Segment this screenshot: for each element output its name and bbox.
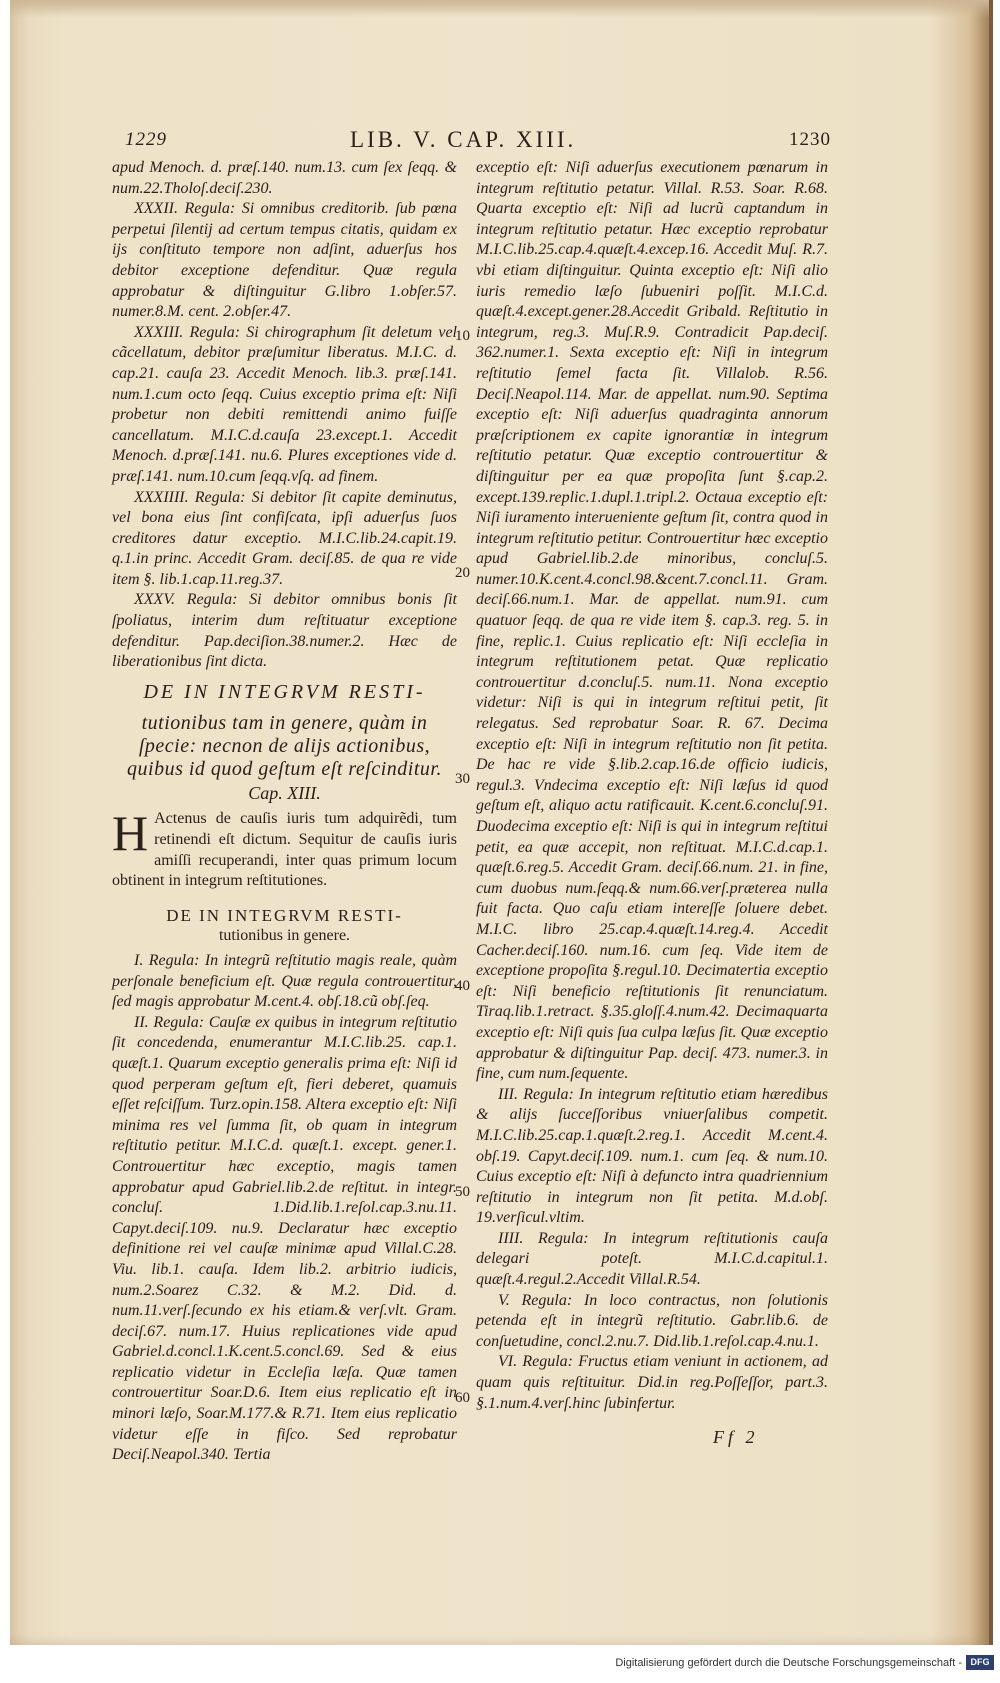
- chapter-intro: [112, 805, 457, 891]
- intro-text: Actenus de cauſis iuris tum adquirẽdi, tum retinendi eſt dictum. Sequitur de cauſis iuris amiſſi recuperandi, inter quas primum locum obtinent in integrum reſtitutiones.: [112, 810, 457, 890]
- page-top-edge: [10, 0, 989, 18]
- funding-credit: Digitalisierung gefördert durch die Deutsche Forschungsgemeinschaft -: [615, 1657, 962, 1669]
- line-number: 30: [455, 771, 470, 787]
- chapter-label: Cap. XIII.: [248, 782, 321, 803]
- right-paragraph: exceptio eſt: Niſi aduerſus executionem pœnarum in integrum reſtitutio petatur. Villal. R.53. Soar. R.68. Quarta exceptio eſt: Niſi ad lucrũ captandum in integrum reſtitutio petatur. Hæc exceptio reprobatur M.I.C.lib.25.cap.4.quæſt.4.excep.16. Accedit Muſ. R.7. vbi etiam diſtinguitur. Quinta exceptio eſt: Niſi alio iuris remedio læſo ſubueniri poſſit. M.I.C.d. quæſt.4.except.gener.28.Accedit Gribald. Reſtitutio in integrum, reg.3. Muſ.R.9. Contradicit Pap.deciſ. 362.numer.1. Sexta exceptio eſt: Niſi in integrum reſtitutio ſemel facta ſit. Villalob. R.56. Deciſ.Neapol.114. Mar. de appellat. num.90. Septima exceptio eſt: Niſi aduerſus quadraginta annorum præſcriptionem ex capite ignorantiæ in integrum reſtitutio petatur. Quæ exceptio controuertitur & diſtinguitur per ea quæ propoſita ſunt §.cap.2. except.139.replic.1.dupl.1.tripl.2. Octaua exceptio eſt: Niſi iuramento interueniente geſtum ſit, contra quod in integrum reſtitutio petitur. Controuertitur hæc exceptio apud Gabriel.lib.2.de minoribus, concluſ.5. numer.10.K.cent.4.concl.98.&cent.7.concl.11. Gram. deciſ.66.num.1. Mar. de appellat. num.91. cum quatuor ſeqq. de qua re vide item §. cap.3. reg. 5. in fine, replic.1. Cuius replicatio eſt: Niſi eccleſia in integrum reſtitutionem petat. Quæ replicatio controuertitur d.concluſ.5. num.11. Nona exceptio videtur: Niſi is qui in integrum reſtitui petit, ſit relegatus. Sed reprobatur Soar. R. 67. Decima exceptio eſt: Niſi in integrum reſtitutio non ſit petita. De hac re vide §.lib.2.cap.16.de officio iudicis, regul.3. Vndecima exceptio eſt: Niſi læſus id quod geſtum eſt, aliquo actu ratificauit. K.cent.6.concluſ.91. Duodecima exceptio eſt: Niſi is qui in integrum reſtitui petit, ea quæ accepit, non reſtituat. M.I.C.d.cap.1. quæſt.6.reg.5. Accedit Gram. deciſ.66.num. 21. in fine, cum duobus num.ſeqq.& num.66.verſ.præterea nulla fuit facta. Quo caſu etiam intereſſe ſoluere debet. M.I.C. libro 25.cap.4.quæſt.14.reg.4. Accedit Cacher.deciſ.160. num.16. cum ſeq. Vide item de exceptione propoſita §.regul.10. Decimatertia exceptio eſt: Niſi beneficio reſtitutionis ſit renunciatum. Tiraq.lib.1.retract. §.35.gloſſ.4.num.42. Decimaquarta exceptio eſt: Niſi quis ſua culpa læſus ſit. Quæ exceptio approbatur & diſtinguitur Pap. deciſ. 473. numer.3. in fine, cum num.ſequente.: [476, 159, 828, 1083]
- signature-mark: Ff 2: [713, 1427, 759, 1447]
- drop-cap-initial: H: [112, 805, 149, 862]
- chapter-heading-line-2: tutionibus tam in genere, quàm in ſpecie: necnon de alijs actionibus, quibus id quod geſtum eſt reſcinditur.: [127, 711, 442, 780]
- line-number: 10: [455, 328, 470, 344]
- left-paragraph: XXXIIII. Regula: Si debitor ſit capite deminutus, vel bona eius ſint confiſcata, ipſi aduerſus ſuos creditores datur exceptio. M.I.C.lib.24.capit.19. q.1.in princ. Accedit Gram. deciſ.85. de qua re vide item §. lib.1.cap.11.reg.37.: [112, 488, 457, 588]
- rule-paragraph: II. Regula: Cauſæ ex quibus in integrum reſtitutio ſit concedenda, enumerantur M.I.C.lib.25. cap.1. quæſt.1. Quarum exceptio generalis prima eſt: Niſi id quod perperam geſtum eſt, fieri deberet, quamuis eſſet reſciſſum. Turz.opin.158. Altera exceptio eſt: Niſi minima res vel ſumma ſit, ob quam in integrum reſtitutio petitur. M.I.C.d. quæſt.1. except. gener.1. Controuertitur hæc exceptio, magis tamen approbatur apud Gabriel.lib.2.de reſtitut. in integr. concluſ. 1.Did.lib.1.reſol.cap.3.nu.11. Capyt.deciſ.109. nu.9. Declaratur hæc exceptio definitione rei vel cauſæ minimæ apud Villal.C.28. Viu. lib.1. cauſa. Idem lib.2. arbitrio iudicis, num.2.Soarez C.32. & M.2. Did. d. num.11.verſ.ſecundo ex his etiam.& verſ.vlt. Gram. deciſ.67. num.17. Huius replicationes vide apud Gabriel.d.concl.1.K.cent.5.concl.69. Sed & eius replicatio videtur in Eccleſia læſa. Quæ tamen controuertitur Soar.D.6. Item eius replicatio eſt in minori læſo, Soar.M.177.& R.71. Item eius replicatio videtur eſſe in fiſco. Sed reprobatur Deciſ.Neapol.340. Tertia: [112, 1013, 457, 1464]
- rule-paragraph: I. Regula: In integrũ reſtitutio magis reale, quàm perſonale beneficium eſt. Quæ regula controuertitur, ſed magis approbatur M.cent.4. obſ.18.cũ obſ.ſeq.: [112, 952, 457, 1011]
- running-title: LIB. V. CAP. XIII.: [350, 127, 577, 152]
- digitization-footer: [0, 1645, 1000, 1683]
- left-paragraph: XXXV. Regula: Si debitor omnibus bonis ſit ſpoliatus, interim dum reſtituatur exceptione defenditur. Pap.deciſion.38.numer.2. Hæc de liberationibus ſint dicta.: [112, 591, 457, 671]
- line-number: 40: [455, 978, 470, 994]
- line-number: 60: [455, 1390, 470, 1406]
- right-column: [476, 158, 828, 1414]
- right-paragraph: V. Regula: In loco contractus, non ſolutionis petenda eſt in integrũ reſtitutio. Gabr.lib.6. de conſuetudine, concl.2.nu.7. Did.lib.1.reſol.cap.4.nu.1.: [476, 1291, 828, 1350]
- dfg-logo-icon: DFG: [966, 1655, 994, 1670]
- left-column: [112, 158, 457, 1466]
- left-paragraph: apud Menoch. d. præſ.140. num.13. cum ſex ſeqq. & num.22.Tholoſ.deciſ.230.: [112, 159, 457, 197]
- section-heading: DE IN INTEGRVM RESTI-: [166, 905, 403, 925]
- line-number: 20: [455, 565, 470, 581]
- page-number-right: 1230: [789, 129, 831, 150]
- line-number: 50: [455, 1184, 470, 1200]
- chapter-heading-line-1: DE IN INTEGRVM RESTI-: [143, 680, 426, 703]
- section-subheading: tutionibus in genere.: [218, 927, 351, 945]
- left-paragraph: XXXIII. Regula: Si chirographum ſit deletum vel cãcellatum, debitor præſumitur liberatus. M.I.C. d. cap.21. cauſa 23. Accedit Menoch. lib.3. præſ.141. num.1.cum octo ſeqq. Cuius exceptio prima eſt: Niſi probetur non debiti remittendi animo fuiſſe cancellatum. M.I.C.d.cauſa 23.except.1. Accedit Menoch. d.præſ.141. nu.6. Plures exceptiones vide d. præſ.141. num.10.cum ſeqq.vſq. ad finem.: [112, 323, 457, 485]
- right-paragraph: VI. Regula: Fructus etiam veniunt in actionem, ad quam quis reſtituitur. Did.in reg.Poſſeſſor, part.3. §.1.num.4.verſ.hinc ſubinfertur.: [476, 1353, 828, 1412]
- line-number-gutter: [455, 158, 477, 1458]
- right-paragraph: IIII. Regula: In integrum reſtitutionis cauſa delegari poteſt. M.I.C.d.capitul.1. quæſt.4.regul.2.Accedit Villal.R.54.: [476, 1229, 828, 1289]
- left-paragraph: XXXII. Regula: Si omnibus creditorib. ſub pœna perpetui ſilentij ad certum tempus citatis, quidam ex ijs conſtituto tempore non adſint, aduerſus hos debitor exceptione defenditur. Quæ regula approbatur & diſtinguitur G.libro 1.obſer.57. numer.8.M. cent. 2.obſer.47.: [112, 200, 457, 321]
- page-header: [125, 127, 831, 159]
- right-paragraph: III. Regula: In integrum reſtitutio etiam hæredibus & alijs ſucceſſoribus vniuerſalibus competit. M.I.C.lib.25.cap.1.quæſt.2.reg.1. Accedit M.cent.4. obſ.19. Capyt.deciſ.109. num.1. cum ſeq. & num.10. Cuius exceptio eſt: Niſi à defuncto intra quadriennium reſtitutio in integrum non ſit petita. M.d.obſ. 19.verſicul.vltim.: [476, 1085, 828, 1227]
- page-number-left: 1229: [125, 129, 167, 150]
